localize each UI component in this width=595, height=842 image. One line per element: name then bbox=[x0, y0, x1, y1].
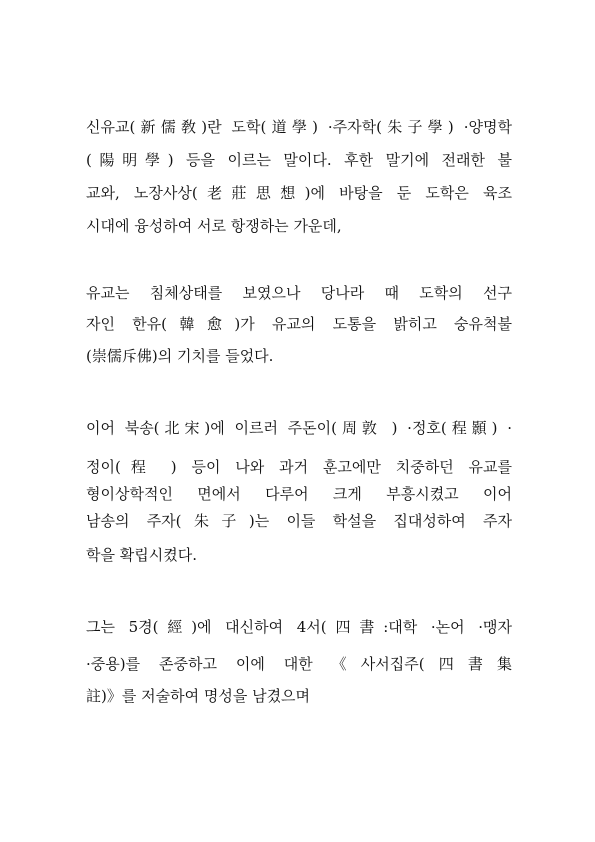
paragraph-3-line-3: 형이상학적인 면에서 다루어 크게 부흥시켰고 이어 bbox=[86, 485, 512, 503]
paragraph-1-line-3: 교와, 노장사상(老莊思想)에 바탕을 둔 도학은 육조 bbox=[86, 184, 512, 202]
paragraph-1-line-2: (陽明學) 등을 이르는 말이다. 후한 말기에 전래한 불 bbox=[86, 151, 512, 169]
paragraph-2-line-1: 유교는 침체상태를 보였으나 당나라 때 도학의 선구 bbox=[86, 284, 512, 302]
paragraph-2-line-2: 자인 한유(韓愈)가 유교의 도통을 밝히고 숭유척불 bbox=[86, 315, 512, 333]
paragraph-3-line-2: 정이(程 ) 등이 나와 과거 훈고에만 치중하던 유교를 bbox=[86, 458, 512, 476]
paragraph-2-line-3: (崇儒斥佛)의 기치를 들었다. bbox=[86, 347, 274, 365]
paragraph-3-line-4: 남송의 주자(朱子)는 이들 학설을 집대성하여 주자 bbox=[86, 512, 512, 530]
paragraph-4-line-3: 註)》를 저술하여 명성을 남겼으며 bbox=[86, 687, 311, 705]
paragraph-1-line-4: 시대에 융성하여 서로 항쟁하는 가운데, bbox=[86, 217, 342, 235]
paragraph-3-line-5: 학을 확립시켰다. bbox=[86, 546, 197, 564]
paragraph-4-line-1: 그는 5경(經)에 대신하여 4서(四書:대학 ·논어 ·맹자 bbox=[86, 618, 512, 636]
paragraph-1-line-1: 신유교(新儒敎)란 도학(道學) ·주자학(朱子學) ·양명학 bbox=[86, 118, 512, 136]
paragraph-3-line-1: 이어 북송(北宋)에 이르러 주돈이(周敦 ) ·정호(程顥) · bbox=[86, 419, 512, 437]
paragraph-4-line-2: ·중용)를 존중하고 이에 대한 《사서집주(四書集 bbox=[86, 655, 512, 673]
